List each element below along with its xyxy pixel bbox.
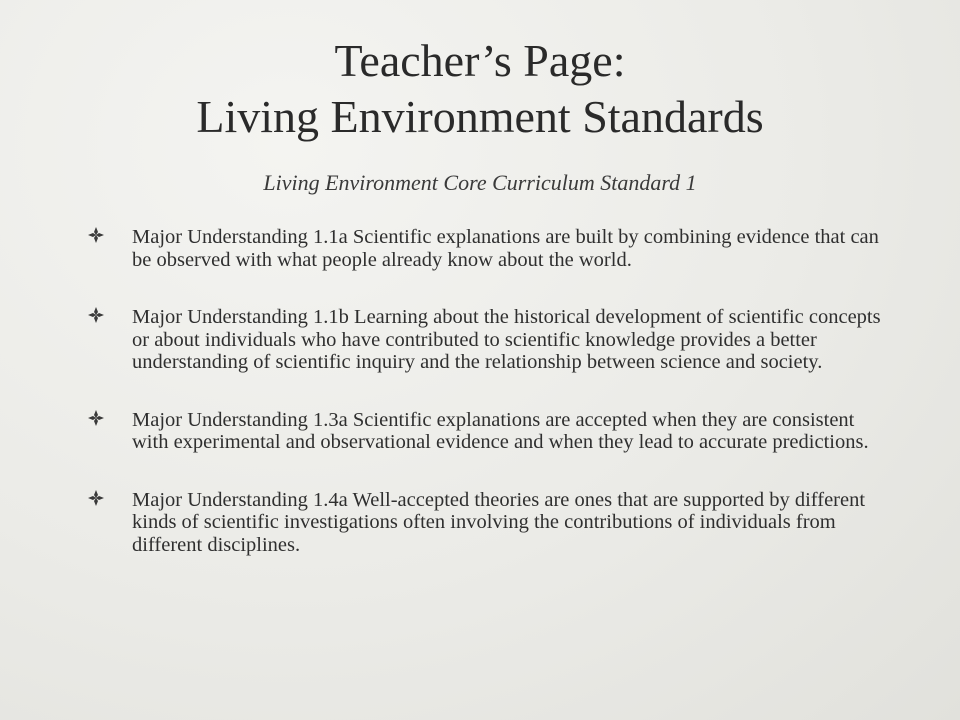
bullet-item-2 xyxy=(88,306,888,374)
slide-title xyxy=(0,33,960,145)
bullet-text-4: Major Understanding 1.4a Well-accepted theories are ones that are supported by different kinds of scientific investigations often involving the contributions of individuals from different disciplines. xyxy=(132,488,866,556)
slide-subtitle: Living Environment Core Curriculum Standard 1 xyxy=(263,170,697,195)
four-petal-diamond-icon xyxy=(88,227,104,243)
bullet-item-3 xyxy=(88,409,888,454)
bullet-text-2: Major Understanding 1.1b Learning about the historical development of scientific concepts or about individuals who have contributed to scientific knowledge provides a better understanding of scientific inquiry and the relationship between science and society. xyxy=(132,306,881,373)
bullet-list xyxy=(88,226,888,591)
bullet-item-1 xyxy=(88,226,888,271)
four-petal-diamond-icon xyxy=(88,410,104,426)
four-petal-diamond-icon xyxy=(88,490,104,506)
slide-title-line-2: Living Environment Standards xyxy=(196,91,764,142)
four-petal-diamond-icon xyxy=(88,307,104,323)
bullet-item-4 xyxy=(88,489,888,557)
slide-title-line-1: Teacher’s Page: xyxy=(334,35,626,86)
bullet-text-3: Major Understanding 1.3a Scientific explanations are accepted when they are consistent with experimental and observational evidence and when they lead to accurate predictions. xyxy=(132,408,869,453)
bullet-text-1: Major Understanding 1.1a Scientific explanations are built by combining evidence that can be observed with what people already know about the world. xyxy=(132,226,879,271)
